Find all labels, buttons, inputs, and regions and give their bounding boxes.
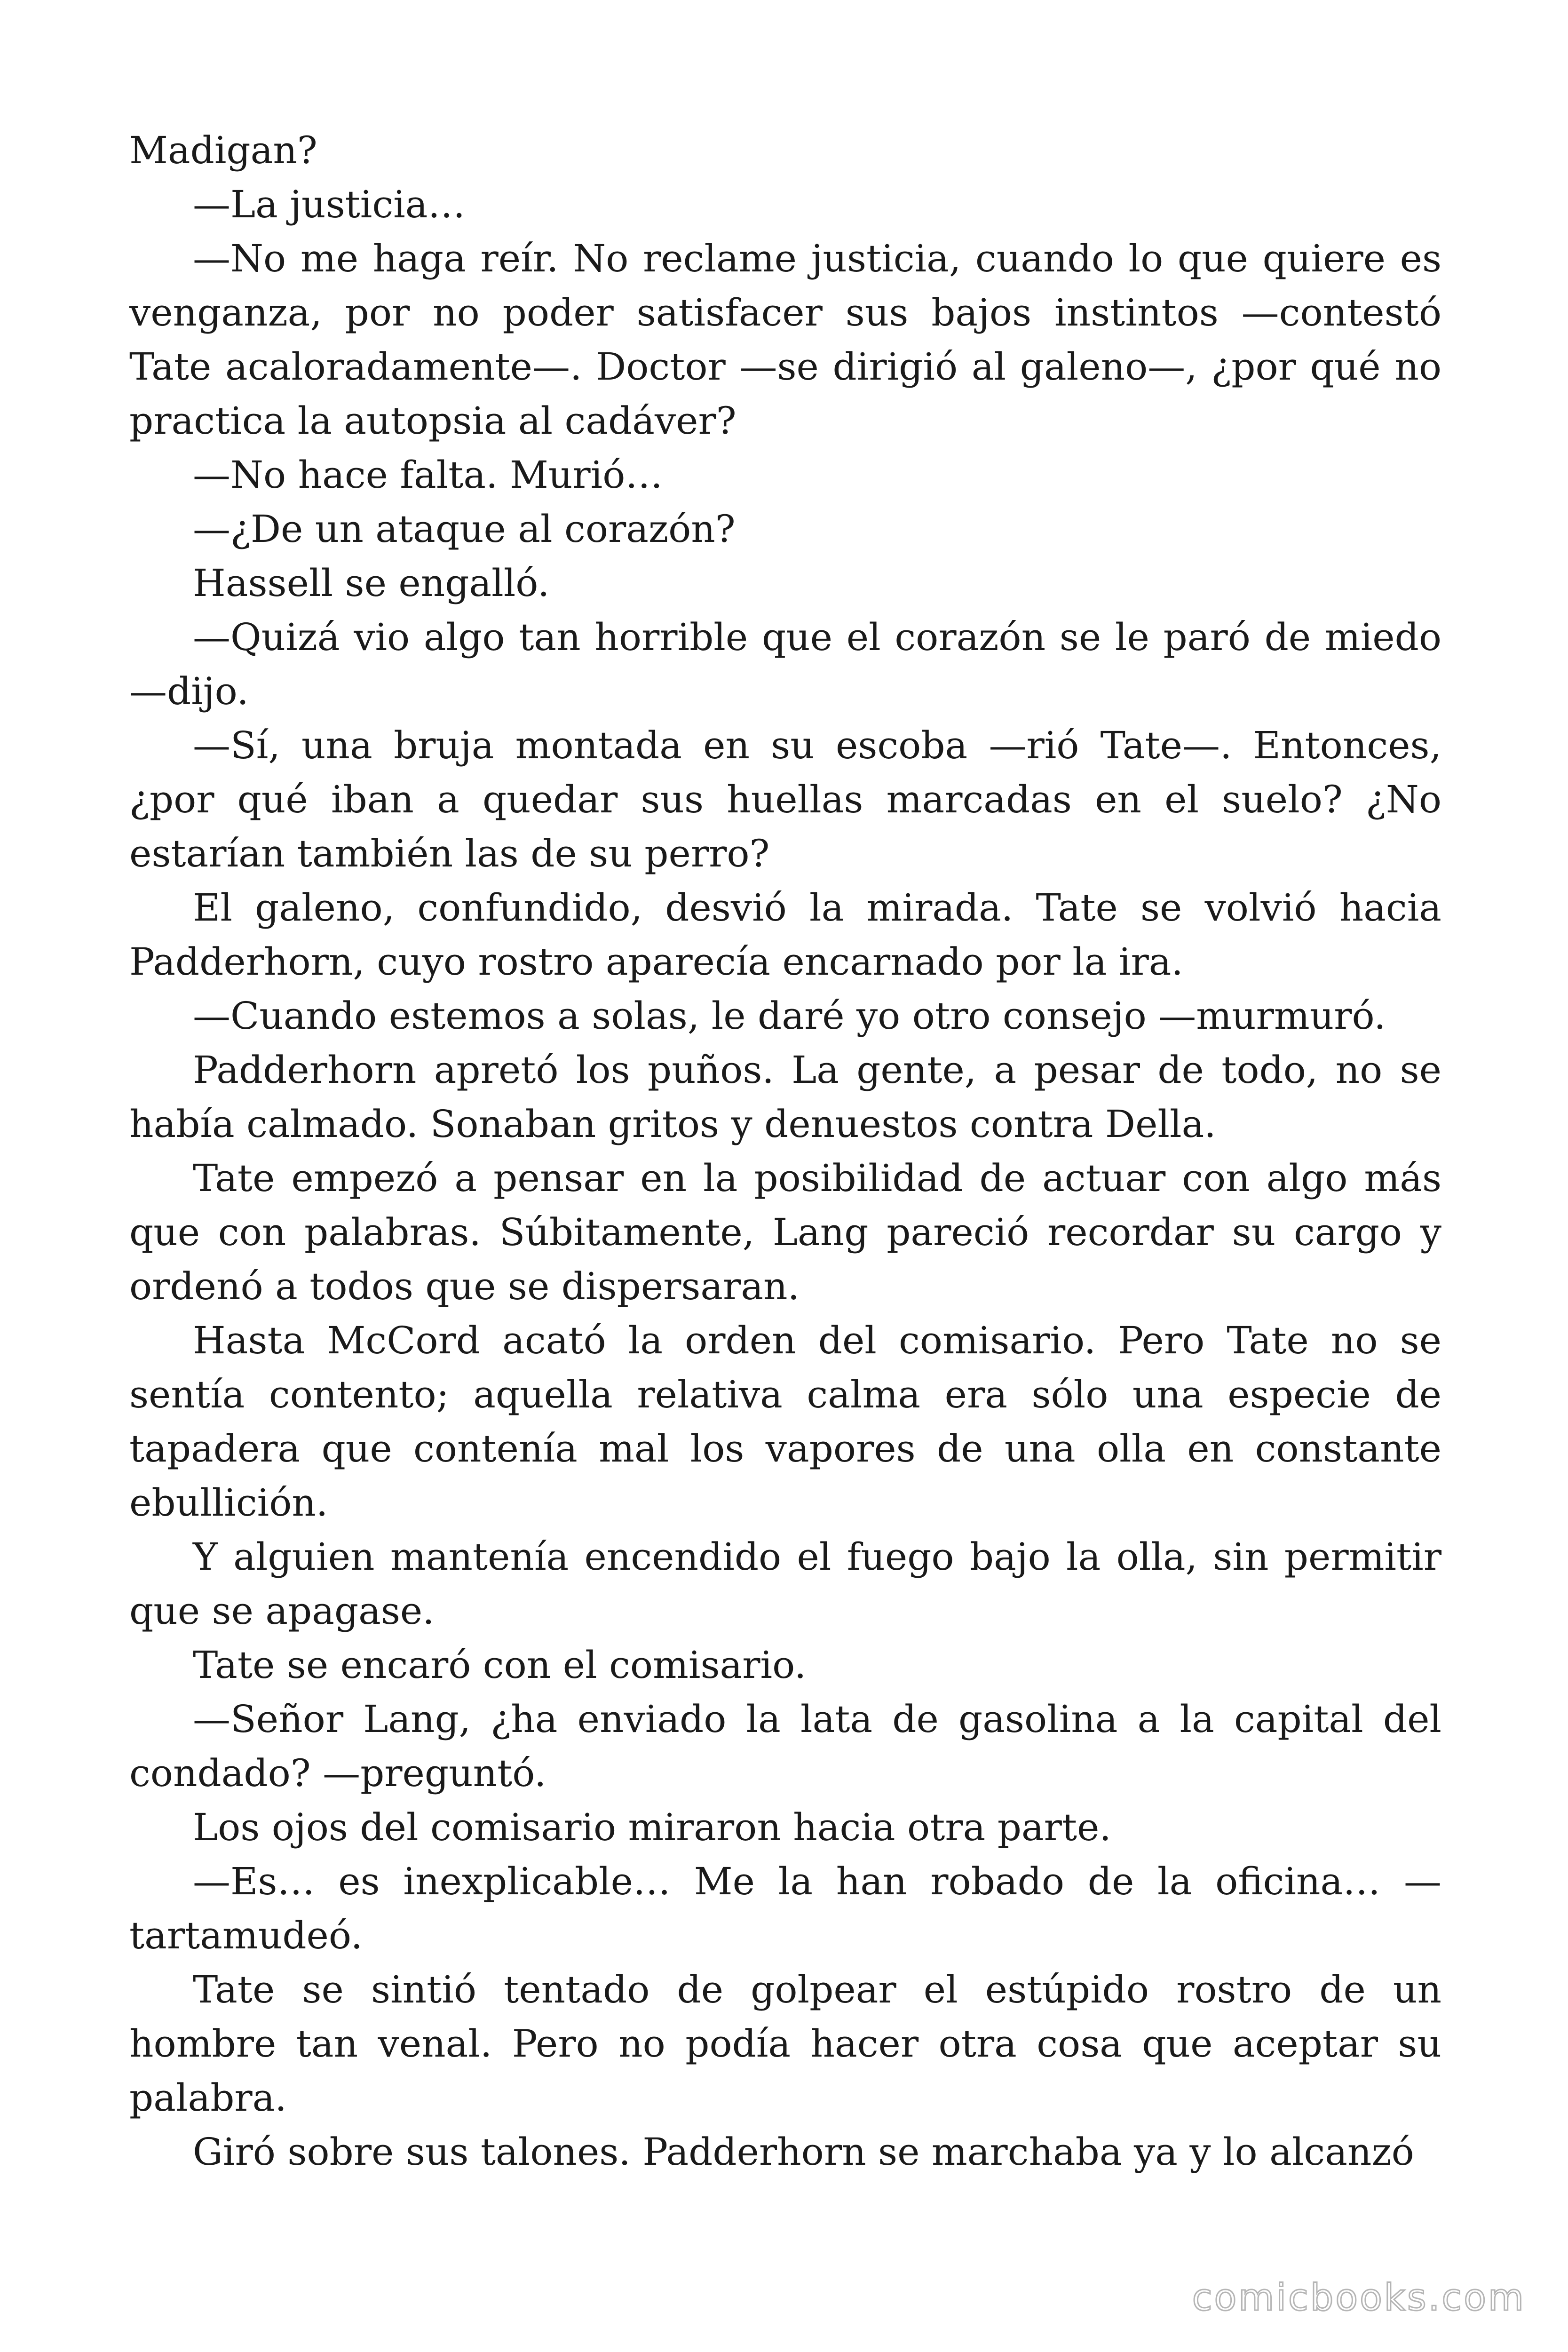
paragraph: —Señor Lang, ¿ha enviado la lata de gasolina a la capital del condado? —preguntó. xyxy=(129,1697,1441,1795)
watermark: comicbooks.com xyxy=(1192,2277,1526,2319)
paragraph: Giró sobre sus talones. Padderhorn se marchaba ya y lo alcanzó xyxy=(193,2130,1414,2174)
paragraph: El galeno, confundido, desvió la mirada. Tate se volvió hacia Padderhorn, cuyo rostro aparecía encarnado por la ira. xyxy=(129,886,1441,984)
paragraph: —Quizá vio algo tan horrible que el corazón se le paró de miedo —dijo. xyxy=(129,615,1441,713)
paragraph: —Cuando estemos a solas, le daré yo otro consejo —murmuró. xyxy=(193,994,1386,1038)
paragraph: Madigan? xyxy=(129,128,317,172)
paragraph: —Es… es inexplicable… Me la han robado de la oficina… —tartamudeó. xyxy=(129,1859,1441,1957)
body-text xyxy=(129,123,1441,2179)
paragraph: Y alguien mantenía encendido el fuego bajo la olla, sin permitir que se apagase. xyxy=(129,1535,1441,1633)
paragraph: Los ojos del comisario miraron hacia otra parte. xyxy=(193,1805,1111,1849)
paragraph: Tate se encaró con el comisario. xyxy=(193,1643,807,1687)
paragraph: Tate empezó a pensar en la posibilidad de actuar con algo más que con palabras. Súbitamente, Lang pareció recordar su cargo y ordenó a todos que se dispersaran. xyxy=(129,1156,1441,1308)
paragraph: —Sí, una bruja montada en su escoba —rió Tate—. Entonces, ¿por qué iban a quedar sus huellas marcadas en el suelo? ¿No estarían también las de su perro? xyxy=(129,723,1441,875)
paragraph: Hasta McCord acató la orden del comisario. Pero Tate no se sentía contento; aquella relativa calma era sólo una especie de tapadera que contenía mal los vapores de una olla en constante ebullición. xyxy=(129,1319,1441,1525)
paragraph: Tate se sintió tentado de golpear el estúpido rostro de un hombre tan venal. Pero no podía hacer otra cosa que aceptar su palabra. xyxy=(129,1968,1441,2120)
paragraph: —La justicia… xyxy=(193,183,466,226)
paragraph: Hassell se engalló. xyxy=(193,561,550,605)
paragraph: —No me haga reír. No reclame justicia, cuando lo que quiere es venganza, por no poder satisfacer sus bajos instintos —contestó Tate acaloradamente—. Doctor —se dirigió al galeno—, ¿por qué no practica la autopsia al cadáver? xyxy=(129,237,1441,443)
paragraph: Padderhorn apretó los puños. La gente, a pesar de todo, no se había calmado. Sonaban gritos y denuestos contra Della. xyxy=(129,1048,1441,1146)
paragraph: —¿De un ataque al corazón? xyxy=(193,507,736,551)
paragraph: —No hace falta. Murió… xyxy=(193,453,663,497)
